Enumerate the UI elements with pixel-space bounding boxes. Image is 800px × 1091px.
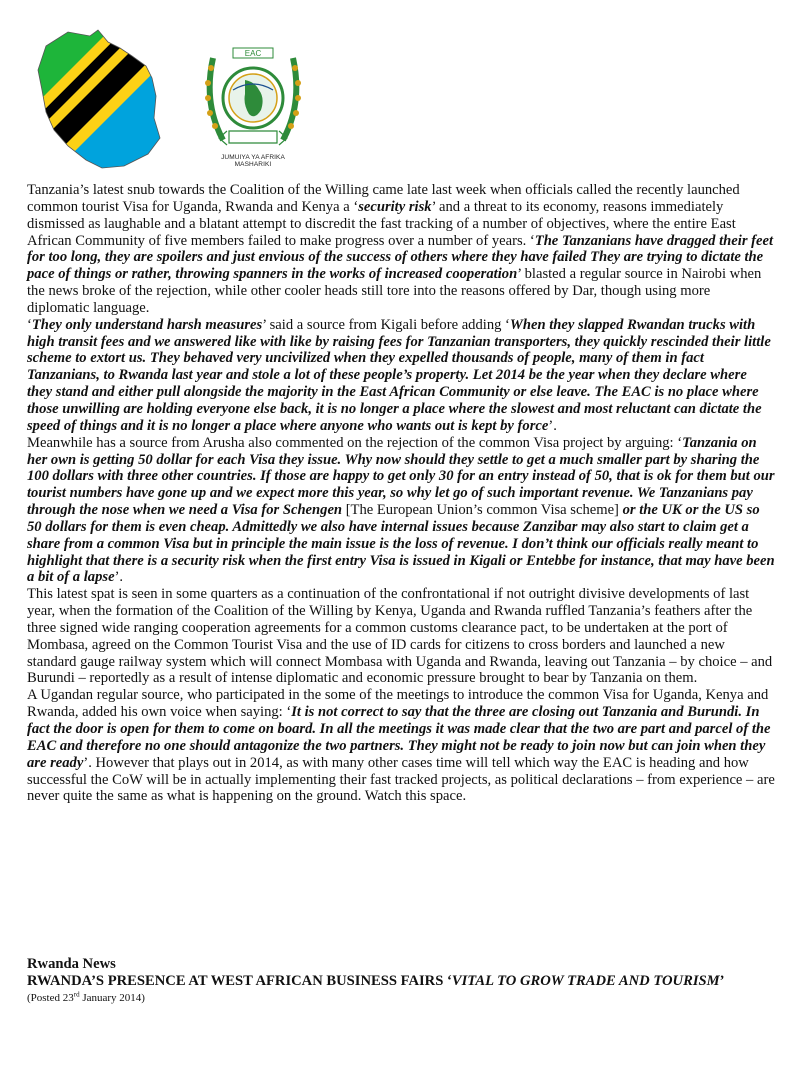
- emphasized-quote: security risk: [358, 198, 432, 215]
- text-run: Tanzania’s latest snub towards the Coalition of the Willing came late last week when officials called the recently launched common tourist Visa for Uganda, Rwanda and Kenya a ‘: [27, 182, 740, 215]
- next-article-teaser: [27, 956, 775, 1005]
- emphasized-quote: They only understand harsh measures: [31, 316, 263, 333]
- emphasized-quote: It is not correct to say that the three are closing out Tanzania and Burundi. In fact the door is open for them to come on board. In all the meetings it was made clear that the two are part and parcel of the EAC and therefore no one should antagonize the two partners. They might not be ready to join now but can join when they are ready: [27, 704, 771, 771]
- article-body: [27, 182, 775, 805]
- text-run: [The European Union’s common Visa scheme]: [342, 502, 623, 519]
- text-run: ’.: [548, 417, 557, 434]
- article-paragraph: [27, 317, 775, 435]
- headline-main: RWANDA’S PRESENCE AT WEST AFRICAN BUSINESS FAIRS ‘: [27, 973, 452, 989]
- emphasized-quote: Tanzania on her own is getting 50 dollar for each Visa they issue. Why now should they settle to get a much smaller part by sharing the 100 dollars with three other countries. If those are happy to get only 30 for an entry instead of 50, that is ok for them but our tourist numbers have gone up and we expect more this year, so why let go of such important revenue. We Tanzanians pay through the nose when we need a Visa for Schengen: [27, 434, 775, 519]
- tanzania-flag-map-logo: [28, 26, 178, 176]
- emphasized-quote: or the UK or the US so 50 dollars for them is even cheap. Admittedly we also have internal issues because Zanzibar may also start to claim get a share from a common Visa but in principle the main issue is the loss of revenue. I don’t think our officials really meant to highlight that there is a security risk when the first entry Visa is issued in Kigali or Entebbe for instance, that may have been a bit of a lapse: [27, 502, 775, 586]
- text-run: Meanwhile has a source from Arusha also commented on the rejection of the common Visa project by arguing: ‘: [27, 434, 683, 451]
- posted-date: [27, 991, 775, 1005]
- header-logos: [28, 18, 308, 178]
- article-paragraph: [27, 182, 775, 317]
- text-run: ‘: [27, 316, 32, 333]
- text-run: A Ugandan regular source, who participated in the some of the meetings to introduce the common Visa for Uganda, Kenya and Rwanda, added his own voice when saying: ‘: [27, 687, 769, 721]
- quote-run: [358, 199, 431, 215]
- next-article-headline: [27, 973, 747, 990]
- article-paragraph: [27, 687, 775, 805]
- emphasized-quote: When they slapped Rwandan trucks with high transit fees and we answered like with like by raising fees for Tanzanian transporters, they quickly rescinded their little scheme to extort us. They behaved very uncivilized when they expelled thousands of people, many of them in fact Tanzanians, to Rwanda last year and stole a lot of these people’s property. Let 2014 be the year when they declare where they stand and either pull alongside the majority in the East African Community or else leave. The EAC is no place where those unwilling are holding everyone else back, it is no longer a place where the slowest and most reluctant can dictate the speed of things and it is no longer a place where anyone who wants out is kept by force: [27, 316, 771, 434]
- headline-end: ’: [719, 973, 725, 989]
- posted-suffix: January 2014): [79, 992, 145, 1004]
- news-source-label: Rwanda News: [27, 956, 116, 972]
- text-run: ’ said a source from Kigali before adding ‘: [262, 316, 510, 333]
- quote-run: [27, 317, 771, 434]
- quote-run: [32, 317, 262, 333]
- eac-emblem-top-text: EAC: [244, 49, 262, 58]
- posted-sup: rd: [73, 990, 80, 999]
- eac-emblem-motto: JUMUIYA YA AFRIKA MASHARIKI: [221, 154, 285, 168]
- posted-prefix: (Posted 23: [27, 992, 74, 1004]
- emphasized-quote: The Tanzanians have dragged their feet for too long, they are spoilers and just envious of the success of others where they have failed They are trying to dictate the pace of things or rather, throwing spanners in the works of increased cooperation: [27, 232, 774, 283]
- text-run: ’.: [114, 569, 124, 586]
- text-run: ’. However that plays out in 2014, as with many other cases time will tell which way the EAC is heading and how successful the CoW will be in actually implementing their fast tracked projects, as political declarations – from experience – are never quite the same as what is happening on the ground. Watch this space.: [27, 754, 775, 805]
- text-run: This latest spat is seen in some quarters as a continuation of the confrontational if not outright divisive developments of last year, when the formation of the Coalition of the Willing by Kenya, Uganda and Rwanda ruffled Tanzania’s feathers after the three signed wide ranging cooperation agreements for a common customs clearance pact, to be undertaken at the port of Mombasa, agreed on the Common Tourist Visa and the use of ID cards for citizens to cross borders and launched a new standard gauge railway system which will connect Mombasa with Uganda and Rwanda, leaving out Tanzania – by choice – and Burundi – reportedly as a result of intense diplomatic and economic pressure brought to bear by Tanzania on them.: [27, 586, 773, 687]
- article-paragraph: [27, 586, 775, 687]
- text-run: ’ blasted a regular source in Nairobi when the news broke of the rejection, while other cooler heads still tore into the reasons offered by Dar, though using more diplomatic language.: [27, 266, 762, 316]
- text-run: ’ and a threat to its economy, reasons immediately dismissed as laughable and a blatant attempt to discredit the fast tracking of a number of objectives, where the entire East African Community of five members failed to make progress over a number of years. ‘: [27, 198, 736, 249]
- headline-italic: VITAL TO GROW TRADE AND TOURISM: [451, 973, 720, 989]
- article-paragraph: [27, 435, 775, 587]
